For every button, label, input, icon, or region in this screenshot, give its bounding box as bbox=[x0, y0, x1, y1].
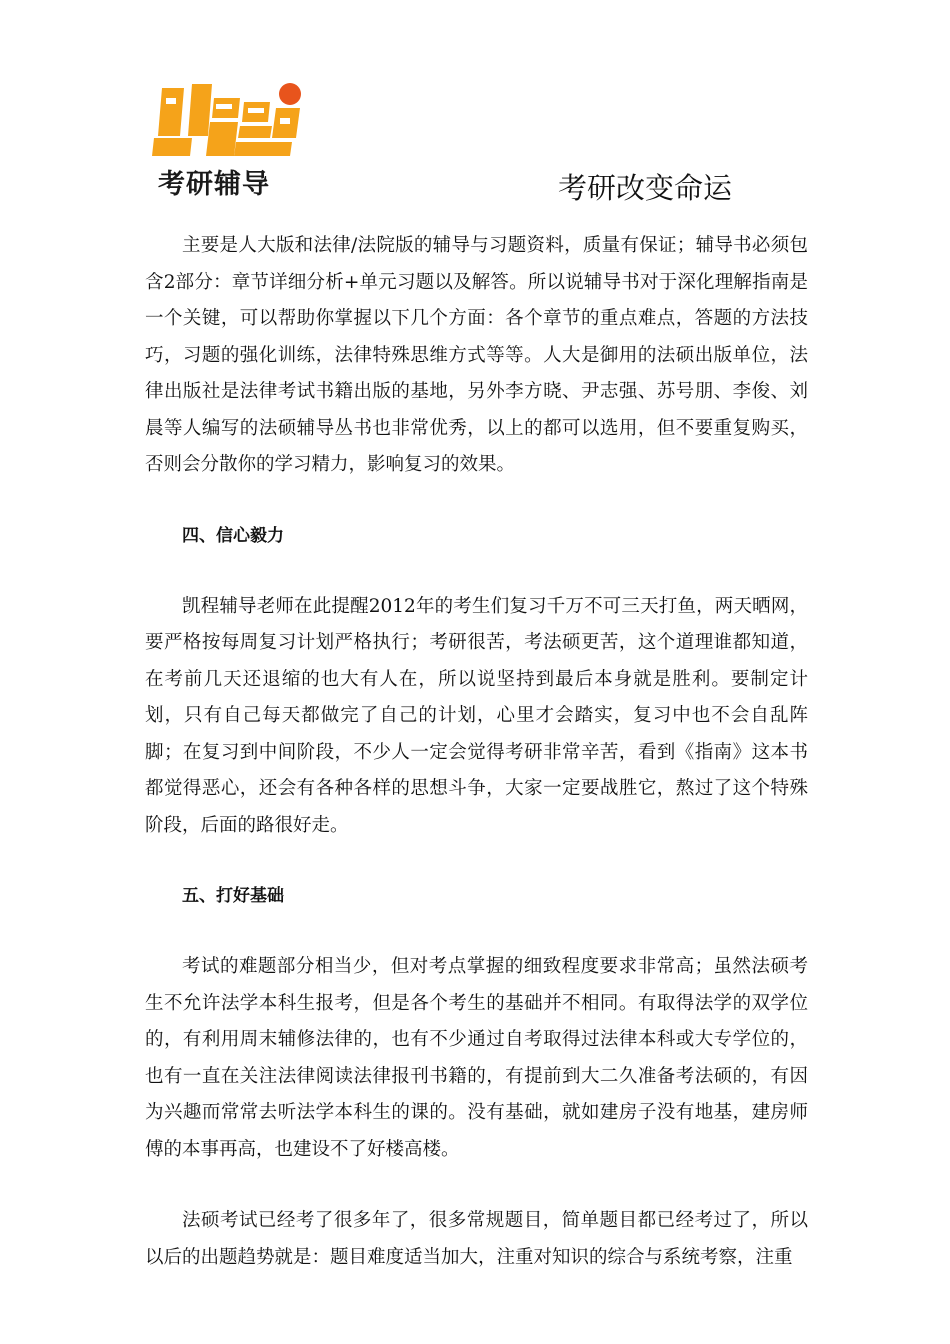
heading-5: 五、打好基础 bbox=[182, 886, 284, 906]
paragraph-4: 法硕考试已经考了很多年了，很多常规题目，简单题目都已经考过了，所以以后的出题趋势就是：题目难度适当加大，注重对知识的综合与系统考察，注重 bbox=[145, 1210, 808, 1268]
kaicheng-logo-graphic bbox=[152, 78, 312, 160]
paragraph-1: 主要是人大版和法律/法院版的辅导与习题资料，质量有保证；辅导书必须包含2部分：章节详细分析+单元习题以及解答。所以说辅导书对于深化理解指南是一个关键，可以帮助你掌握以下几个方面：各个章节的重点难点，答题的方法技巧，习题的强化训练，法律特殊思维方式等等。人大是御用的法硕出版单位，法律出版社是法律考试书籍出版的基地，另外李方晓、尹志强、苏号朋、李俊、刘晨等人编写的法硕辅导丛书也非常优秀，以上的都可以选用，但不要重复购买，否则会分散你的学习精力，影响复习的效果。 bbox=[145, 235, 808, 475]
brand-subtitle: 考研辅导 bbox=[158, 169, 270, 200]
document-body bbox=[145, 228, 808, 1276]
paragraph-2: 凯程辅导老师在此提醒2012年的考生们复习千万不可三天打鱼，两天晒网，要严格按每周复习计划严格执行；考研很苦，考法硕更苦，这个道理谁都知道，在考前几天还退缩的也大有人在，所以说坚持到最后本身就是胜利。要制定计划，只有自己每天都做完了自己的计划，心里才会踏实，复习中也不会自乱阵脚；在复习到中间阶段，不少人一定会觉得考研非常辛苦，看到《指南》这本书都觉得恶心，还会有各种各样的思想斗争，大家一定要战胜它，熬过了这个特殊阶段，后面的路很好走。 bbox=[145, 595, 808, 836]
heading-4: 四、信心毅力 bbox=[182, 525, 284, 546]
kaicheng-logo bbox=[152, 78, 312, 200]
slogan: 考研改变命运 bbox=[558, 171, 733, 205]
logo-dot bbox=[279, 83, 301, 105]
paragraph-3: 考试的难题部分相当少，但对考点掌握的细致程度要求非常高；虽然法硕考生不允许法学本科生报考，但是各个考生的基础并不相同。有取得法学的双学位的，有利用周末辅修法律的，也有不少通过自考取得过法律本科或大专学位的，也有一直在关注法律阅读法律报刊书籍的，有提前到大二久准备考法硕的，有因为兴趣而常常去听法学本科生的课的。没有基础，就如建房子没有地基，建房师傅的本事再高，也建设不了好楼高楼。 bbox=[145, 956, 808, 1160]
